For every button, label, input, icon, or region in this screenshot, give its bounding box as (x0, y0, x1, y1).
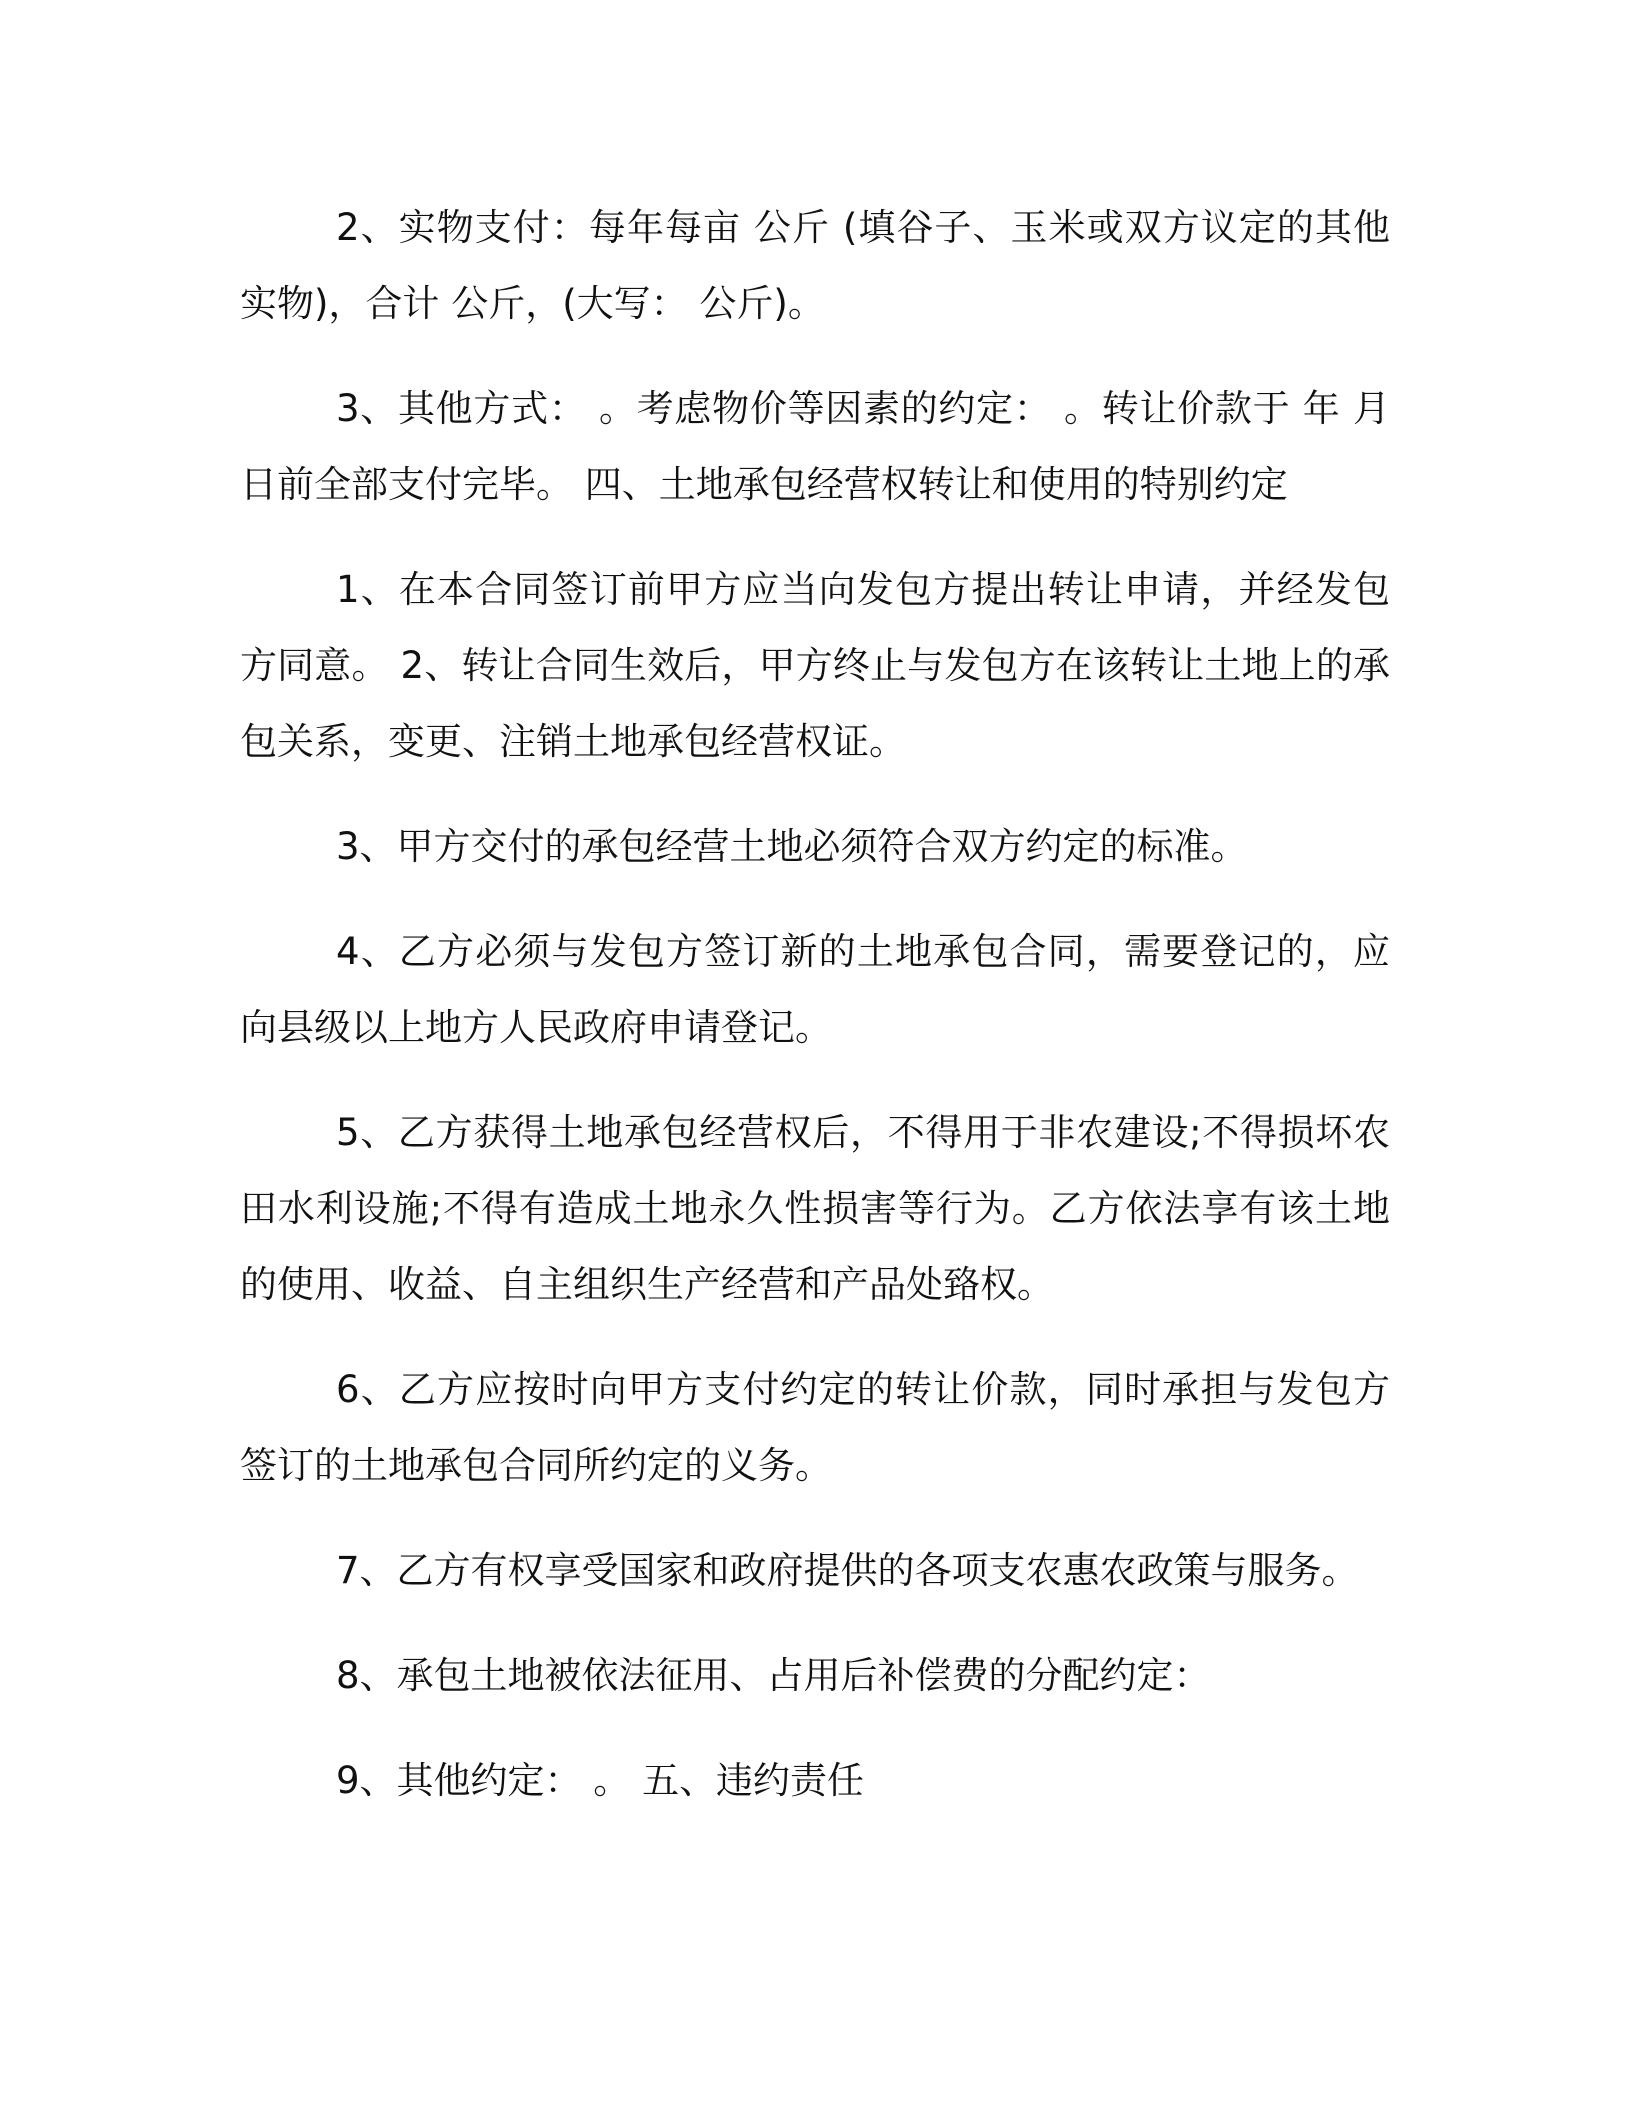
paragraph-other-payment-methods: 3、其他方式： 。考虑物价等因素的约定： 。转让价款于 年 月日前全部支付完毕。 四、土地承包经营权转让和使用的特别约定 (240, 387, 1390, 506)
paragraph-clause-4: 4、乙方必须与发包方签订新的土地承包合同，需要登记的，应向县级以上地方人民政府申请登记。 (240, 930, 1390, 1049)
paragraph-clause-7: 7、乙方有权享受国家和政府提供的各项支农惠农政策与服务。 (336, 1549, 1359, 1592)
document-body (240, 190, 1390, 1819)
paragraph-clause-6: 6、乙方应按时向甲方支付约定的转让价款，同时承担与发包方签订的土地承包合同所约定的义务。 (240, 1368, 1390, 1487)
paragraph-clause-5: 5、乙方获得土地承包经营权后，不得用于非农建设;不得损坏农田水利设施;不得有造成土地永久性损害等行为。乙方依法享有该土地的使用、收益、自主组织生产经营和产品处臵权。 (240, 1111, 1390, 1306)
paragraph-payment-in-kind: 2、实物支付：每年每亩 公斤 (填谷子、玉米或双方议定的其他实物)，合计 公斤，(大写： 公斤)。 (240, 206, 1390, 325)
paragraph-clause-8: 8、承包土地被依法征用、占用后补偿费的分配约定： (336, 1654, 1211, 1697)
paragraph-clause-1-and-2: 1、在本合同签订前甲方应当向发包方提出转让申请，并经发包方同意。 2、转让合同生效后，甲方终止与发包方在该转让土地上的承包关系，变更、注销土地承包经营权证。 (240, 568, 1390, 763)
paragraph-clause-3: 3、甲方交付的承包经营土地必须符合双方约定的标准。 (336, 825, 1248, 868)
paragraph-clause-9: 9、其他约定： 。 五、违约责任 (336, 1759, 865, 1802)
